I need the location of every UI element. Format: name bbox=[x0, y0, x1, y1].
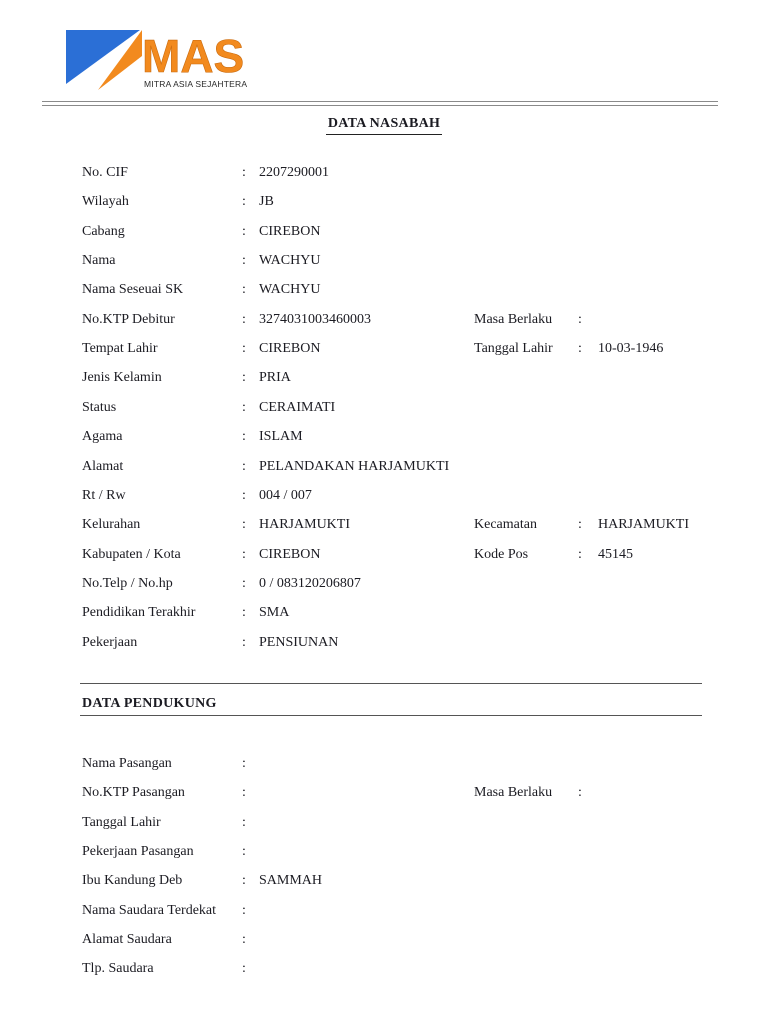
field-value: WACHYU bbox=[259, 253, 321, 269]
field-label: Tlp. Saudara bbox=[82, 961, 154, 977]
field-value-secondary: 45145 bbox=[598, 546, 633, 562]
field-label: No. CIF bbox=[82, 165, 128, 180]
logo-subtitle: MITRA ASIA SEJAHTERA bbox=[144, 79, 248, 89]
field-value: 004 / 007 bbox=[259, 487, 312, 503]
field-colon: : bbox=[242, 575, 246, 591]
field-value: SMA bbox=[259, 605, 290, 621]
field-label: No.Telp / No.hp bbox=[82, 575, 173, 591]
field-label-secondary: Masa Berlaku bbox=[474, 785, 553, 801]
field-value: JB bbox=[259, 194, 274, 210]
field-label: Nama Seseuai SK bbox=[82, 282, 184, 298]
field-label: No.KTP Debitur bbox=[82, 311, 175, 327]
field-colon: : bbox=[242, 399, 246, 415]
field-value: CIREBON bbox=[259, 546, 321, 562]
field-value: 0 / 083120206807 bbox=[259, 575, 361, 591]
field-colon: : bbox=[242, 814, 246, 830]
header-rule-top bbox=[42, 101, 718, 102]
field-value: PENSIUNAN bbox=[259, 634, 339, 650]
field-colon: : bbox=[242, 843, 246, 859]
field-colon: : bbox=[242, 902, 246, 918]
field-colon: : bbox=[242, 546, 246, 562]
field-colon-secondary: : bbox=[578, 341, 582, 357]
field-label: Wilayah bbox=[82, 194, 129, 210]
field-colon: : bbox=[242, 253, 246, 269]
field-colon: : bbox=[242, 873, 246, 889]
field-label: Nama Saudara Terdekat bbox=[82, 902, 217, 918]
field-label: Kelurahan bbox=[82, 517, 141, 533]
field-colon: : bbox=[242, 311, 246, 327]
field-value: 3274031003460003 bbox=[259, 311, 371, 327]
field-colon: : bbox=[242, 194, 246, 210]
field-value: PELANDAKAN HARJAMUKTI bbox=[259, 458, 450, 474]
field-value: CIREBON bbox=[259, 341, 321, 357]
field-colon: : bbox=[242, 517, 246, 533]
field-label: Cabang bbox=[82, 223, 125, 239]
field-value-secondary: 10-03-1946 bbox=[598, 341, 664, 357]
field-value: PRIA bbox=[259, 370, 291, 386]
field-value: ISLAM bbox=[259, 429, 303, 445]
field-colon-secondary: : bbox=[578, 517, 582, 533]
field-colon: : bbox=[242, 370, 246, 386]
field-colon: : bbox=[242, 605, 246, 621]
field-value: 2207290001 bbox=[259, 165, 329, 180]
company-logo bbox=[66, 28, 256, 94]
field-colon-secondary: : bbox=[578, 311, 582, 327]
field-colon: : bbox=[242, 282, 246, 298]
logo-text: MAS bbox=[142, 30, 245, 82]
field-label: Rt / Rw bbox=[82, 487, 126, 503]
field-label: Status bbox=[82, 399, 117, 415]
field-label: Agama bbox=[82, 429, 123, 445]
field-colon-secondary: : bbox=[578, 785, 582, 801]
field-colon: : bbox=[242, 961, 246, 977]
field-label-secondary: Kecamatan bbox=[474, 517, 537, 533]
field-label-secondary: Tanggal Lahir bbox=[474, 341, 553, 357]
field-label-secondary: Kode Pos bbox=[474, 546, 529, 562]
field-colon: : bbox=[242, 165, 246, 180]
field-label: Alamat bbox=[82, 458, 124, 474]
field-label: Pekerjaan Pasangan bbox=[82, 843, 194, 859]
field-label: Ibu Kandung Deb bbox=[82, 873, 183, 889]
field-colon: : bbox=[242, 223, 246, 239]
field-colon: : bbox=[242, 634, 246, 650]
field-colon: : bbox=[242, 785, 246, 801]
field-value: WACHYU bbox=[259, 282, 321, 298]
field-label: Jenis Kelamin bbox=[82, 370, 162, 386]
page-title: DATA NASABAH bbox=[0, 116, 768, 132]
section-title-pendukung: DATA PENDUKUNG bbox=[82, 696, 217, 711]
field-colon: : bbox=[242, 931, 246, 947]
field-label: Tempat Lahir bbox=[82, 341, 158, 357]
field-colon: : bbox=[242, 756, 246, 771]
section-divider-bottom bbox=[80, 715, 702, 716]
field-colon-secondary: : bbox=[578, 546, 582, 562]
section-divider-top bbox=[80, 683, 702, 684]
header-rule-bottom bbox=[42, 105, 718, 106]
field-label: Alamat Saudara bbox=[82, 931, 172, 947]
field-label: Nama bbox=[82, 253, 116, 269]
field-label-secondary: Masa Berlaku bbox=[474, 311, 553, 327]
field-label: No.KTP Pasangan bbox=[82, 785, 185, 801]
field-colon: : bbox=[242, 487, 246, 503]
field-label: Pendidikan Terakhir bbox=[82, 605, 196, 621]
field-colon: : bbox=[242, 458, 246, 474]
field-value: CERAIMATI bbox=[259, 399, 336, 415]
field-label: Tanggal Lahir bbox=[82, 814, 161, 830]
field-value: HARJAMUKTI bbox=[259, 517, 350, 533]
field-value-secondary: HARJAMUKTI bbox=[598, 517, 689, 533]
field-colon: : bbox=[242, 429, 246, 445]
field-label: Nama Pasangan bbox=[82, 756, 172, 771]
field-value: CIREBON bbox=[259, 223, 321, 239]
field-value: SAMMAH bbox=[259, 873, 323, 889]
field-label: Kabupaten / Kota bbox=[82, 546, 181, 562]
field-label: Pekerjaan bbox=[82, 634, 138, 650]
field-colon: : bbox=[242, 341, 246, 357]
